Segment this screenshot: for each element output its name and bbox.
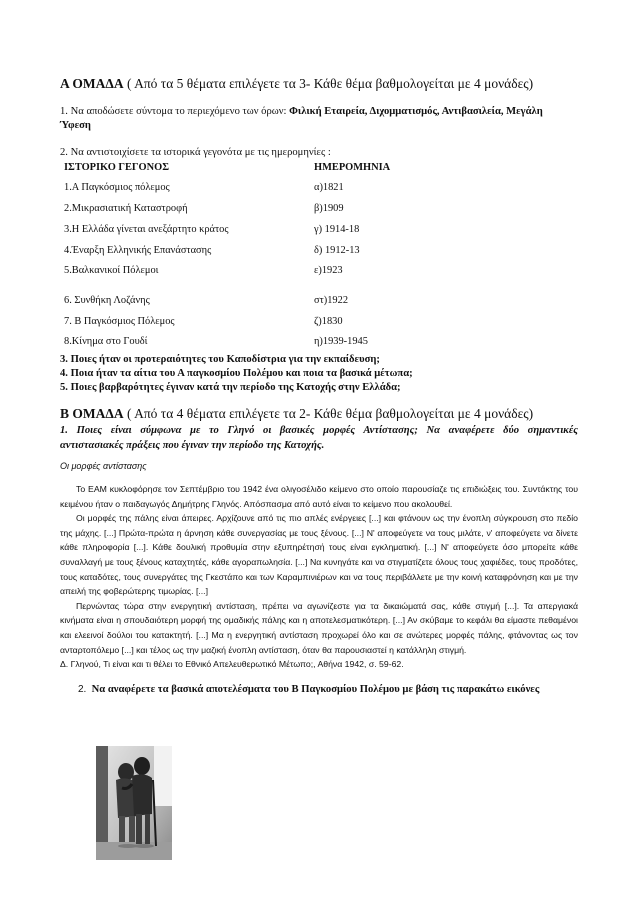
- group-b-title: Β ΟΜΑΔΑ: [60, 406, 124, 421]
- date-cell: στ)1922: [314, 295, 349, 306]
- question-1-line-1: 1. Ποιες είναι σύμφωνα με το Γληνό οι βασικές μορφές Αντίστασης; Να αναφέρετε δύο σημαντικές: [60, 425, 578, 436]
- group-a-question-2: 2. Να αντιστοιχίσετε τα ιστορικά γεγονότα με τις ημερομηνίες :: [60, 147, 331, 158]
- event-cell: 1.Α Παγκόσμιος πόλεμος: [64, 182, 170, 193]
- event-cell: 4.Έναρξη Ελληνικής Επανάστασης: [64, 245, 212, 256]
- table-row: [60, 224, 600, 240]
- question-1-terms: Φιλική Εταιρεία, Διχομματισμός, Αντιβασιλεία, Μεγάλη: [289, 106, 543, 117]
- group-a-question-3: 3. Ποιες ήταν οι προτεραιότητες του Καποδίστρια για την εκπαίδευση;: [60, 354, 380, 365]
- table-row: [60, 182, 600, 198]
- question-1-terms-cont: Ύφεση: [60, 120, 91, 131]
- group-b-instructions: ( Από τα 4 θέματα επιλέγετε τα 2- Κάθε θέμα βαθμολογείται με 4 μονάδες): [123, 406, 534, 421]
- group-b-question-1: [60, 423, 578, 453]
- header-date: ΗΜΕΡΟΜΗΝΙΑ: [314, 162, 391, 173]
- date-cell: η)1939-1945: [314, 336, 368, 347]
- date-cell: γ) 1914-18: [314, 224, 360, 235]
- group-a-instructions: ( Από τα 5 θέματα επιλέγετε τα 3- Κάθε θέμα βαθμολογείται με 4 μονάδες): [123, 76, 534, 91]
- question-1-line-2: αντιστασιακές πράξεις που έγιναν την περίοδο της Κατοχής.: [60, 440, 325, 451]
- source-paragraph: Περνώντας τώρα στην ενεργητική αντίσταση, πρέπει να αγωνίζεστε για τα δικαιώματά σας, κάθε στιγμή [...]. Τα απεργιακά κινήματα είναι η σπουδαιότερη μορφή της ομαδικής πάλης και η αποτελεσματικότερη. [...] Αν σκύβαμε το κεφάλι θα είμαστε πεθαμένοι και ελεεινοί δούλοι του κατακτητή. [...] Μα η ενεργητική αντίσταση προχωρεί όλο και σε ανώτερες μορφές πάλης, φτάνοντας ως τον ανταρτοπόλεμο [...] και τέλος ως την μαζική ένοπλη αντίσταση, όταν θα παρουσιαστεί η κατάλληλη στιγμή.: [60, 600, 578, 655]
- ww2-photograph: [96, 746, 172, 860]
- question-2-text: Να αναφέρετε τα βασικά αποτελέσματα του Β Παγκοσμίου Πολέμου με βάση τις παρακάτω εικόνες: [91, 684, 540, 695]
- group-a-title: Α ΟΜΑΔΑ: [60, 76, 124, 91]
- group-b-heading: [60, 406, 533, 422]
- source-text: [60, 482, 578, 672]
- source-citation: Δ. Γληνού, Τι είναι και τι θέλει το Εθνικό Απελευθερωτικό Μέτωπο;, Αθήνα 1942, σ. 59-62.: [60, 659, 404, 670]
- table-row: [60, 295, 600, 311]
- group-a-question-4: 4. Ποια ήταν τα αίτια του Α παγκοσμίου Πολέμου και ποια τα βασικά μέτωπα;: [60, 368, 413, 379]
- table-header-row: [60, 162, 600, 178]
- event-cell: 3.Η Ελλάδα γίνεται ανεξάρτητο κράτος: [64, 224, 229, 235]
- date-cell: α)1821: [314, 182, 344, 193]
- date-cell: β)1909: [314, 203, 344, 214]
- event-cell: 6. Συνθήκη Λοζάνης: [64, 295, 150, 306]
- group-a-question-5: 5. Ποιες βαρβαρότητες έγιναν κατά την περίοδο της Κατοχής στην Ελλάδα;: [60, 382, 401, 393]
- source-paragraph: Το ΕΑΜ κυκλοφόρησε τον Σεπτέμβριο του 1942 ένα ολιγοσέλιδο κείμενο στο οποίο παρουσίαζε τις επιδιώξεις του. Συντάκτης του κειμένου ήταν ο παιδαγωγός Δημήτρης Γληνός. Απόσπασμα από αυτό είναι το κείμενο που ακολουθεί.: [60, 484, 578, 509]
- table-row: [60, 265, 600, 281]
- table-row: [60, 336, 600, 352]
- date-cell: ζ)1830: [314, 316, 343, 327]
- children-photo-image: [96, 746, 172, 860]
- question-1-text: 1. Να αποδώσετε σύντομα το περιεχόμενο των όρων:: [60, 106, 290, 117]
- date-cell: δ) 1912-13: [314, 245, 360, 256]
- source-title: Οι μορφές αντίστασης: [60, 461, 147, 471]
- header-event: ΙΣΤΟΡΙΚΟ ΓΕΓΟΝΟΣ: [64, 162, 169, 173]
- event-cell: 7. Β Παγκόσμιος Πόλεμος: [64, 316, 175, 327]
- table-row: [60, 316, 600, 332]
- date-cell: ε)1923: [314, 265, 343, 276]
- event-cell: 5.Βαλκανικοί Πόλεμοι: [64, 265, 159, 276]
- question-2-number: 2.: [78, 684, 87, 695]
- group-a-heading: [60, 76, 533, 92]
- event-cell: 8.Κίνημα στο Γουδί: [64, 336, 148, 347]
- table-row: [60, 203, 600, 219]
- source-paragraph: Οι μορφές της πάλης είναι άπειρες. Αρχίζουνε από τις πιο απλές ενέργειες [...] και φτάνουν ως την ένοπλη σύγκρουση στο πεδίο της μάχης. [...] Πρώτα-πρώτα η άρνηση κάθε συνεργασίας με τους ξένους. [...] Ν' αποφεύγετε να τους μιλάτε, ν' αποφεύγετε να δίνετε κάθε πληροφορία [...]. Κάθε δουλική προθυμία στην εξυπηρέτησή τους είναι εγκληματική. [...] Ν' αποφεύγετε όσο μπορείτε κάθε συναλλαγή με τους ξένους καταχτητές, κάθε αγοραπωλησία. [...] Να κυνηγάτε και να στιγματίζετε όλους τους χαφιέδες, τους προδότες, τους καταδότες, τους συνεργάτες της Γκεστάπο και των Καραμπινιέρων και να τους περιβάλλετε με την κοινή καταφρόνηση και με την απειλή της φοβερώτερης τιμωρίας. [...]: [60, 513, 578, 597]
- group-b-question-2: [78, 684, 539, 695]
- group-a-question-1: [60, 105, 580, 133]
- event-cell: 2.Μικρασιατική Καταστροφή: [64, 203, 188, 214]
- table-row: [60, 245, 600, 261]
- matching-table: [60, 162, 600, 347]
